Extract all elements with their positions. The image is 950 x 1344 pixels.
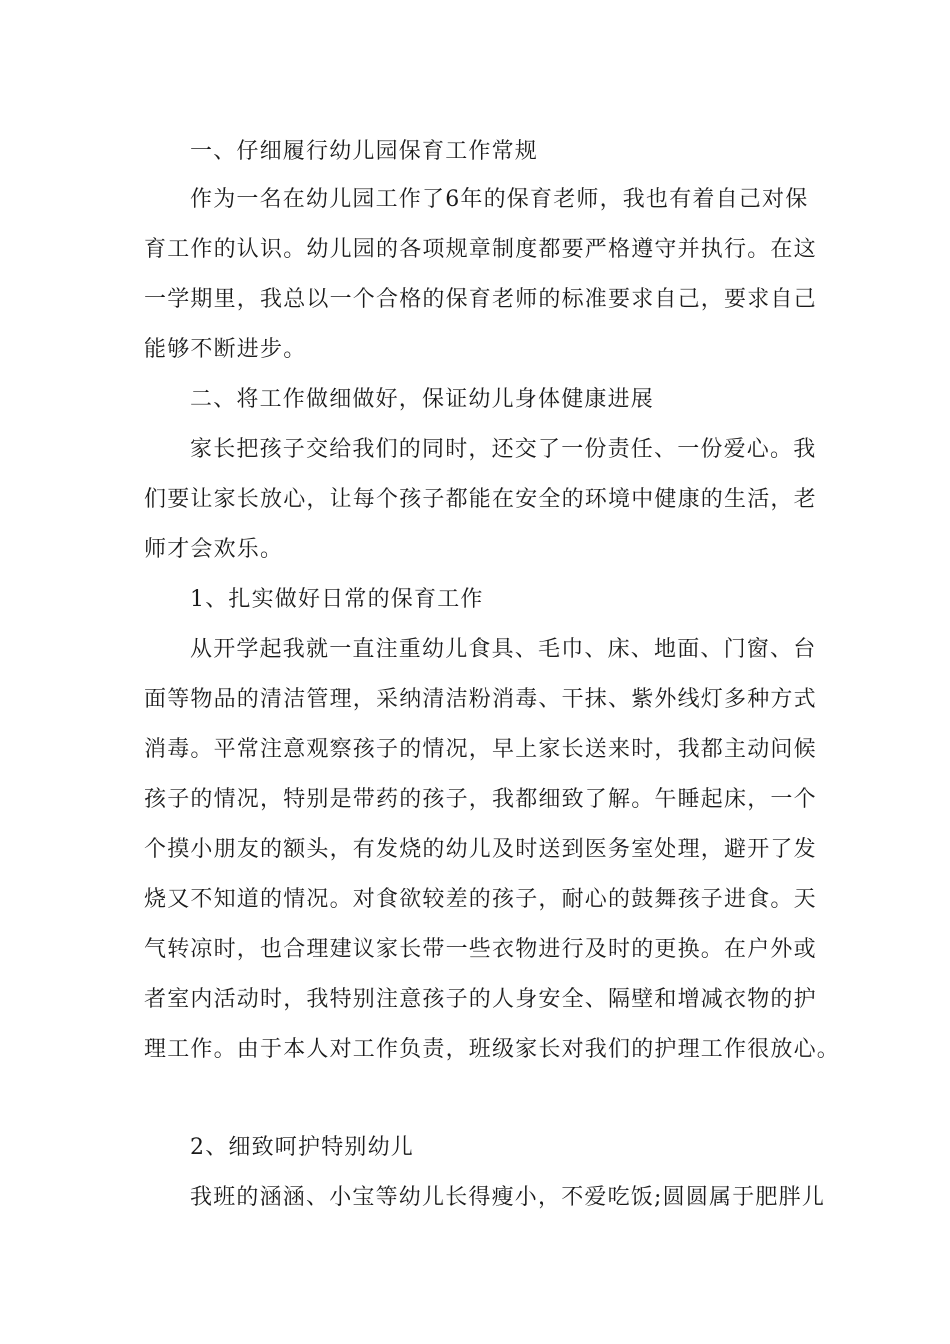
paragraph-1-line-3: 一学期里，我总以一个合格的保育老师的标准要求自己，要求自己 — [144, 287, 817, 312]
paragraph-1-line-1: 作为一名在幼儿园工作了6年的保育老师，我也有着自己对保 — [190, 187, 809, 212]
paragraph-3-line-6: 烧又不知道的情况。对食欲较差的孩子，耐心的鼓舞孩子进食。天 — [144, 887, 817, 912]
paragraph-3-line-8: 者室内活动时，我特别注意孩子的人身安全、隔壁和增减衣物的护 — [144, 987, 817, 1012]
paragraph-3-line-1: 从开学起我就一直注重幼儿食具、毛巾、床、地面、门窗、台 — [190, 637, 817, 662]
paragraph-3-line-3: 消毒。平常注意观察孩子的情况，早上家长送来时，我都主动问候 — [144, 737, 817, 762]
paragraph-2-line-2: 们要让家长放心，让每个孩子都能在安全的环境中健康的生活，老 — [144, 487, 817, 512]
paragraph-1-line-4: 能够不断进步。 — [144, 337, 307, 362]
paragraph-3-line-7: 气转凉时，也合理建议家长带一些衣物进行及时的更换。在户外或 — [144, 937, 817, 962]
paragraph-3-line-5: 个摸小朋友的额头，有发烧的幼儿及时送到医务室处理，避开了发 — [144, 837, 817, 862]
paragraph-2-line-1: 家长把孩子交给我们的同时，还交了一份责任、一份爱心。我 — [190, 437, 817, 462]
paragraph-3-line-4: 孩子的情况，特别是带药的孩子，我都细致了解。午睡起床，一个 — [144, 787, 817, 812]
paragraph-3-line-9: 理工作。由于本人对工作负责，班级家长对我们的护理工作很放心。 — [144, 1037, 841, 1062]
section-heading-2: 二、将工作做细做好，保证幼儿身体健康进展 — [190, 387, 655, 412]
paragraph-1-line-2: 育工作的认识。幼儿园的各项规章制度都要严格遵守并执行。在这 — [144, 237, 817, 262]
paragraph-4-line-1: 我班的涵涵、小宝等幼儿长得瘦小，不爱吃饭;圆圆属于肥胖儿 — [190, 1185, 826, 1210]
paragraph-3-line-2: 面等物品的清洁管理，采纳清洁粉消毒、干抹、紫外线灯多种方式 — [144, 687, 817, 712]
sub-heading-2: 2、细致呵护特别幼儿 — [190, 1135, 414, 1160]
paragraph-2-line-3: 师才会欢乐。 — [144, 537, 284, 562]
section-heading-1: 一、仔细履行幼儿园保育工作常规 — [190, 139, 539, 164]
sub-heading-1: 1、扎实做好日常的保育工作 — [190, 587, 484, 612]
